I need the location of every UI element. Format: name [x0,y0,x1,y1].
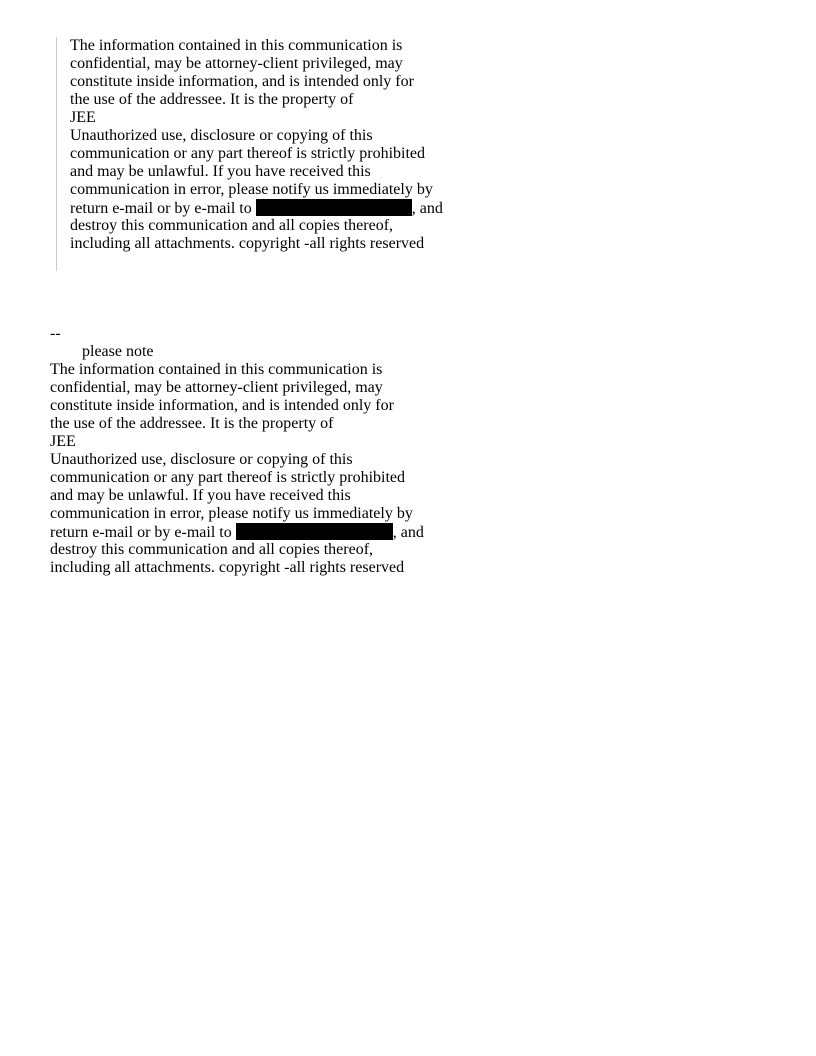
disclaimer-line: communication or any part thereof is strictly prohibited [50,469,406,486]
disclaimer-line: including all attachments. copyright -all rights reserved [50,559,405,576]
signature-separator: -- [50,325,61,342]
disclaimer-line: communication or any part thereof is strictly prohibited [70,145,426,162]
email-line-prefix: return e-mail or by e-mail to [70,200,256,217]
company-name: JEE [70,109,96,126]
disclaimer-line: and may be unlawful. If you have received this [70,163,371,180]
email-line-prefix: return e-mail or by e-mail to [50,524,236,541]
disclaimer-line: Unauthorized use, disclosure or copying of this [50,451,353,468]
email-contact-line [50,523,470,541]
disclaimer-line: the use of the addressee. It is the property of [70,91,354,108]
email-line-suffix: , and [411,200,443,217]
disclaimer-line: The information contained in this communication is [70,37,403,54]
email-contact-line [70,199,470,217]
email-signature [50,325,470,577]
disclaimer-line: The information contained in this communication is [50,361,383,378]
redacted-email [236,523,393,540]
email-line-suffix: , and [392,524,424,541]
disclaimer-line: destroy this communication and all copies thereof, [50,541,374,558]
disclaimer-line: Unauthorized use, disclosure or copying of this [70,127,373,144]
disclaimer-line: communication in error, please notify us immediately by [50,505,413,522]
disclaimer-line: and may be unlawful. If you have received this [50,487,351,504]
disclaimer-line: the use of the addressee. It is the property of [50,415,334,432]
redacted-email [256,199,412,216]
note-heading: please note [82,343,154,360]
disclaimer-line: constitute inside information, and is intended only for [70,73,414,90]
disclaimer-line: destroy this communication and all copies thereof, [70,217,394,234]
disclaimer-line: confidential, may be attorney-client privileged, may [70,55,403,72]
quoted-reply-block [56,37,477,271]
disclaimer-line: including all attachments. copyright -all rights reserved [70,235,425,252]
disclaimer-line: communication in error, please notify us immediately by [70,181,433,198]
quoted-disclaimer [70,37,470,253]
disclaimer-line: constitute inside information, and is intended only for [50,397,394,414]
disclaimer-line: confidential, may be attorney-client privileged, may [50,379,383,396]
company-name: JEE [50,433,76,450]
